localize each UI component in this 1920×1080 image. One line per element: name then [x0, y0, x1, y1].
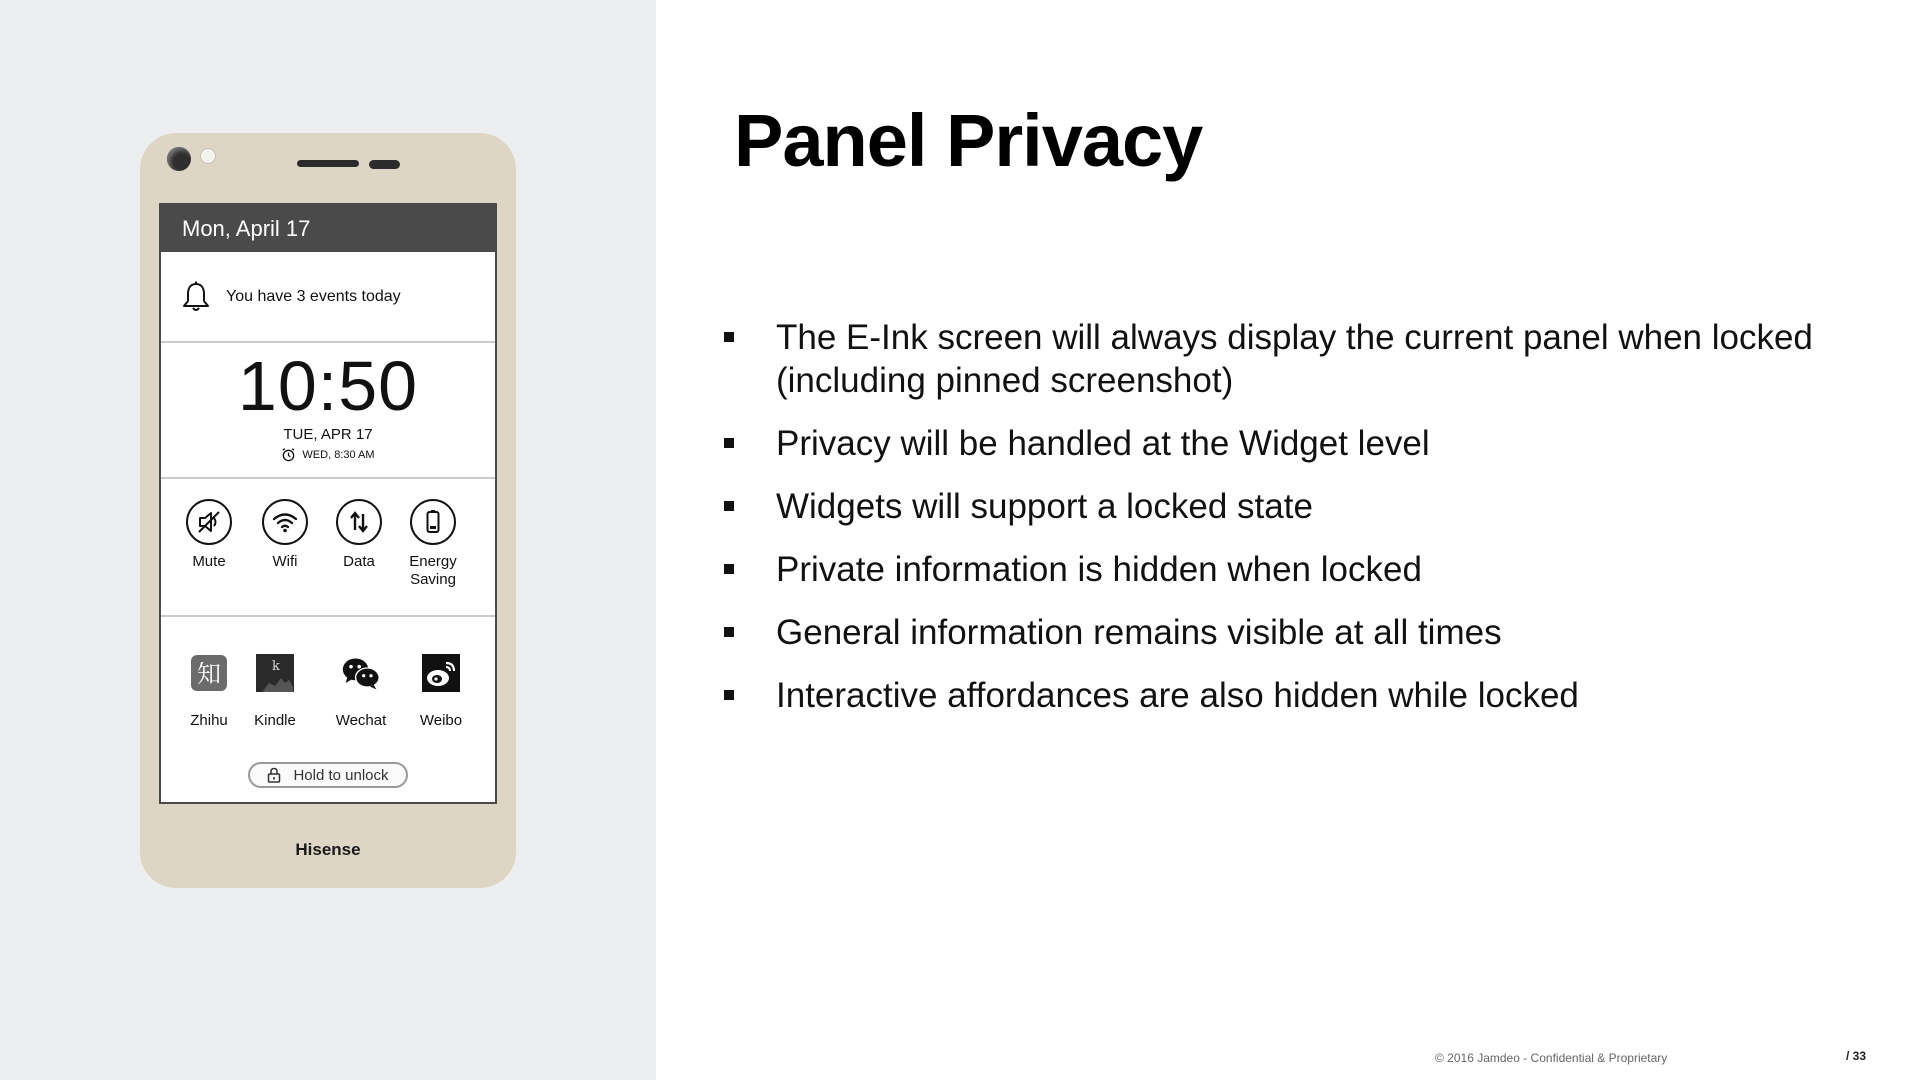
unlock-label: Hold to unlock [293, 766, 389, 784]
speaker-grille [297, 160, 359, 167]
bell-icon [181, 281, 211, 313]
alarm-icon [281, 447, 296, 462]
app-label: Wechat [335, 712, 387, 729]
clock-widget [161, 343, 495, 479]
bullet-item: Interactive affordances are also hidden while locked [720, 674, 1850, 717]
sensor-icon [200, 148, 216, 164]
page-number: / 33 [1846, 1049, 1867, 1063]
speaker-grille-small [369, 160, 400, 169]
zhihu-icon [189, 653, 229, 693]
date-bar: Mon, April 17 [161, 205, 495, 252]
app-label: Weibo [419, 712, 463, 729]
eink-screen [159, 203, 497, 804]
apps-widget [161, 617, 495, 803]
svg-text:k: k [272, 659, 280, 674]
lock-icon [267, 767, 281, 783]
clock-alarm [161, 447, 495, 462]
bullet-item: Widgets will support a locked state [720, 485, 1850, 528]
quick-setting-data[interactable] [319, 499, 399, 571]
quick-setting-label: Wifi [272, 553, 298, 570]
bullet-item: General information remains visible at all times [720, 611, 1850, 654]
slide-title: Panel Privacy [734, 99, 1203, 182]
phone-brand: Hisense [295, 840, 361, 859]
notification-text: You have 3 events today [226, 287, 401, 305]
kindle-icon [255, 653, 295, 693]
quick-setting-energy-saving[interactable] [393, 499, 473, 589]
mute-icon [195, 508, 223, 536]
footer-copyright: © 2016 Jamdeo - Confidential & Proprietary [1435, 1051, 1668, 1065]
svg-text:知: 知 [197, 660, 221, 688]
bullet-item: Private information is hidden when locked [720, 548, 1850, 591]
app-label: Kindle [254, 712, 296, 729]
bullet-item: The E-Ink screen will always display the current panel when locked (including pinned screenshot) [720, 316, 1850, 402]
app-wechat[interactable] [321, 653, 401, 729]
app-weibo[interactable] [401, 653, 481, 729]
quick-setting-label: Energy Saving [409, 553, 457, 588]
app-label: Zhihu [190, 712, 228, 729]
quick-setting-wifi[interactable] [245, 499, 325, 571]
clock-time: 10:50 [237, 347, 419, 425]
clock-date: TUE, APR 17 [283, 426, 373, 443]
notification-widget[interactable] [161, 252, 495, 343]
left-panel [0, 0, 656, 1080]
bullet-item: Privacy will be handled at the Widget level [720, 422, 1850, 465]
hold-to-unlock-button[interactable] [248, 762, 408, 788]
weibo-icon [421, 653, 461, 693]
data-icon [345, 508, 373, 536]
quick-setting-label: Mute [192, 553, 226, 570]
app-kindle[interactable] [235, 653, 315, 729]
camera-icon [167, 147, 191, 171]
bullet-list [720, 316, 1850, 737]
wechat-icon [341, 653, 381, 693]
quick-settings-widget [161, 479, 495, 617]
quick-setting-label: Data [343, 553, 375, 570]
battery-icon [419, 508, 447, 536]
alarm-text: WED, 8:30 AM [302, 448, 375, 461]
wifi-icon [271, 508, 299, 536]
quick-setting-mute[interactable] [169, 499, 249, 571]
phone-mockup [140, 133, 516, 888]
